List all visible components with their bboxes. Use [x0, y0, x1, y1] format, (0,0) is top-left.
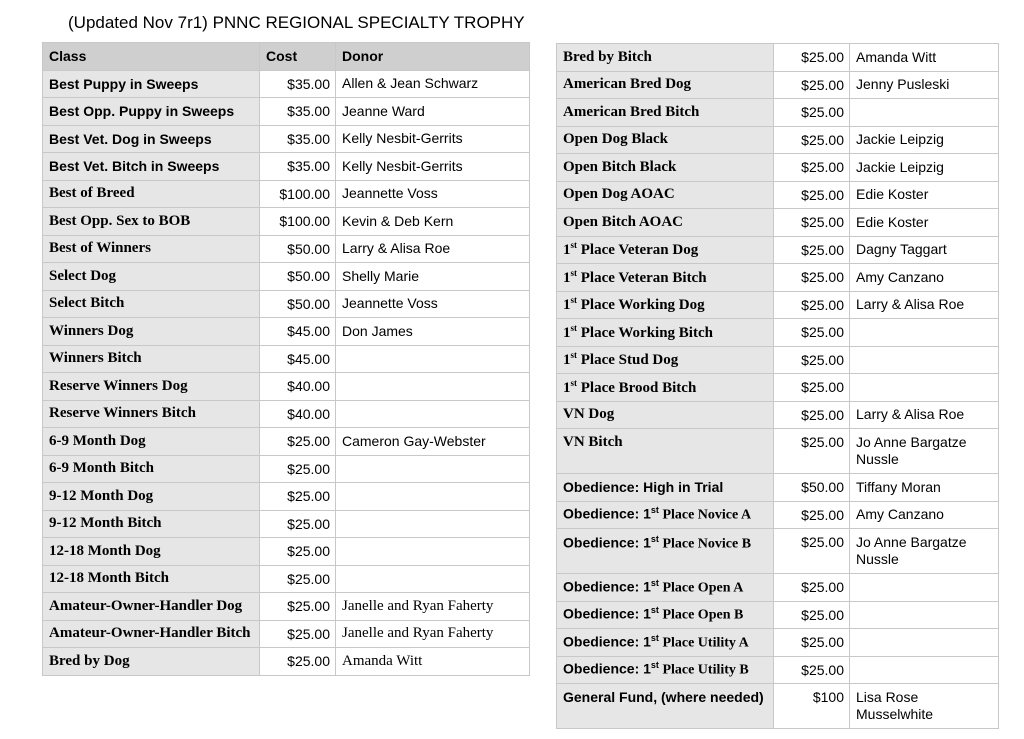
class-cell: VN Bitch: [557, 429, 774, 474]
class-cell: [557, 319, 774, 347]
table-row: [557, 529, 999, 574]
class-prefix: 1: [563, 242, 571, 259]
table-row: [43, 290, 530, 318]
donor-cell: Larry & Alisa Roe: [850, 401, 999, 429]
cost-cell: $25.00: [774, 71, 850, 99]
cost-cell: $25.00: [774, 529, 850, 574]
class-cell: Best of Breed: [43, 180, 260, 208]
cost-cell: $25.00: [774, 429, 850, 474]
class-rest: Place Veteran Dog: [577, 242, 699, 259]
class-cell: 6-9 Month Bitch: [43, 455, 260, 483]
ordinal-suffix: st: [650, 577, 659, 588]
header-row: [43, 43, 530, 71]
donor-cell: Jeannette Voss: [336, 180, 530, 208]
donor-cell: Cameron Gay-Webster: [336, 428, 530, 456]
class-prefix: Obedience: 1: [563, 661, 651, 678]
cost-cell: $25.00: [774, 656, 850, 684]
table-row: [43, 648, 530, 676]
cost-header: Cost: [260, 43, 336, 71]
donor-cell: Dagny Taggart: [850, 236, 999, 264]
donor-cell: Edie Koster: [850, 181, 999, 209]
class-cell: Open Dog Black: [557, 126, 774, 154]
class-rest: Place Open B: [658, 608, 744, 624]
class-cell: Winners Dog: [43, 318, 260, 346]
cost-cell: $25.00: [260, 483, 336, 511]
ordinal-suffix: st: [650, 505, 659, 516]
donor-cell: [336, 455, 530, 483]
donor-cell: Jo Anne Bargatze Nussle: [850, 529, 999, 574]
class-cell: 12-18 Month Bitch: [43, 565, 260, 593]
class-cell: 9-12 Month Dog: [43, 483, 260, 511]
class-cell: Bred by Dog: [43, 648, 260, 676]
cost-cell: $25.00: [260, 455, 336, 483]
ordinal-suffix: st: [570, 267, 577, 278]
class-cell: 12-18 Month Dog: [43, 538, 260, 566]
donor-cell: [336, 400, 530, 428]
table-row: [557, 429, 999, 474]
cost-cell: $25.00: [774, 629, 850, 657]
class-prefix: 1: [563, 297, 571, 314]
page-title: (Updated Nov 7r1) PNNC REGIONAL SPECIALTY TROPHY: [68, 13, 525, 32]
donor-cell: Janelle and Ryan Faherty: [336, 620, 530, 648]
class-cell: [557, 291, 774, 319]
donor-cell: [336, 565, 530, 593]
ordinal-suffix: st: [570, 350, 577, 361]
ordinal-suffix: st: [650, 534, 659, 544]
cost-cell: $25.00: [774, 264, 850, 292]
class-cell: Winners Bitch: [43, 345, 260, 373]
class-cell: Best Opp. Sex to BOB: [43, 208, 260, 236]
class-cell: Reserve Winners Dog: [43, 373, 260, 401]
donor-cell: Jeannette Voss: [336, 290, 530, 318]
donor-cell: [850, 319, 999, 347]
cost-cell: $50.00: [260, 263, 336, 291]
cost-cell: $50.00: [260, 290, 336, 318]
class-cell: American Bred Dog: [557, 71, 774, 99]
donor-cell: Lisa Rose Musselwhite: [850, 684, 999, 729]
cost-cell: $35.00: [260, 98, 336, 126]
table-row: [43, 345, 530, 373]
table-row: [557, 629, 999, 657]
donor-cell: Edie Koster: [850, 209, 999, 237]
table-row: [43, 565, 530, 593]
cost-cell: $25.00: [774, 291, 850, 319]
cost-cell: $25.00: [774, 401, 850, 429]
donor-cell: Shelly Marie: [336, 263, 530, 291]
table-row: [43, 208, 530, 236]
class-rest: Place Brood Bitch: [577, 379, 697, 396]
class-rest: Place Utility B: [658, 663, 749, 679]
table-row: [43, 70, 530, 98]
cost-cell: $25.00: [260, 428, 336, 456]
table-row: [557, 126, 999, 154]
class-prefix: Obedience: 1: [563, 633, 651, 650]
table-row: [557, 236, 999, 264]
class-rest: Place Stud Dog: [577, 352, 679, 369]
table-row: [557, 154, 999, 182]
class-cell: American Bred Bitch: [557, 99, 774, 127]
donor-cell: Jenny Pusleski: [850, 71, 999, 99]
cost-cell: $40.00: [260, 400, 336, 428]
table-row: [557, 291, 999, 319]
class-cell: 6-9 Month Dog: [43, 428, 260, 456]
class-cell: Open Dog AOAC: [557, 181, 774, 209]
donor-cell: [850, 656, 999, 684]
table-row: [43, 263, 530, 291]
class-cell: General Fund, (where needed): [557, 684, 774, 729]
class-cell: Best Puppy in Sweeps: [43, 70, 260, 98]
donor-cell: Kelly Nesbit-Gerrits: [336, 125, 530, 153]
cost-cell: $35.00: [260, 125, 336, 153]
ordinal-suffix: st: [570, 322, 577, 333]
class-cell: Amateur-Owner-Handler Dog: [43, 593, 260, 621]
cost-cell: $35.00: [260, 70, 336, 98]
table-row: [43, 593, 530, 621]
cost-cell: $25.00: [774, 319, 850, 347]
donor-cell: [850, 346, 999, 374]
cost-cell: $25.00: [774, 99, 850, 127]
cost-cell: $25.00: [774, 181, 850, 209]
donor-cell: Jackie Leipzig: [850, 126, 999, 154]
table-row: [43, 98, 530, 126]
donor-cell: Don James: [336, 318, 530, 346]
class-cell: Bred by Bitch: [557, 44, 774, 72]
donor-cell: [336, 345, 530, 373]
donor-cell: Amanda Witt: [850, 44, 999, 72]
cost-cell: $25.00: [260, 593, 336, 621]
donor-cell: Allen & Jean Schwarz: [336, 70, 530, 98]
class-rest: Place Utility A: [658, 635, 749, 651]
donor-cell: [336, 373, 530, 401]
donor-cell: Amy Canzano: [850, 501, 999, 529]
class-cell: Open Bitch AOAC: [557, 209, 774, 237]
class-cell: Select Bitch: [43, 290, 260, 318]
cost-cell: $25.00: [774, 126, 850, 154]
ordinal-suffix: st: [650, 605, 659, 616]
cost-cell: $25.00: [260, 538, 336, 566]
class-cell: [557, 574, 774, 602]
class-header: Class: [43, 43, 260, 71]
table-row: [557, 209, 999, 237]
class-prefix: Obedience: 1: [563, 578, 651, 595]
cost-cell: $40.00: [260, 373, 336, 401]
donor-cell: Jo Anne Bargatze Nussle: [850, 429, 999, 474]
table-row: [43, 373, 530, 401]
class-cell: Open Bitch Black: [557, 154, 774, 182]
class-rest: Place Novice A: [658, 508, 752, 524]
ordinal-suffix: st: [570, 240, 577, 251]
table-row: [43, 318, 530, 346]
cost-cell: $25.00: [774, 209, 850, 237]
table-row: [557, 574, 999, 602]
class-cell: Best of Winners: [43, 235, 260, 263]
donor-cell: Amy Canzano: [850, 264, 999, 292]
donor-cell: [850, 99, 999, 127]
class-prefix: 1: [563, 379, 571, 396]
cost-cell: $100.00: [260, 208, 336, 236]
donor-cell: [850, 629, 999, 657]
table-row: [557, 656, 999, 684]
donor-cell: [336, 538, 530, 566]
class-rest: Place Veteran Bitch: [577, 269, 707, 286]
ordinal-suffix: st: [650, 632, 659, 643]
cost-cell: $25.00: [774, 374, 850, 402]
class-cell: [557, 629, 774, 657]
donor-cell: [336, 483, 530, 511]
class-cell: [557, 346, 774, 374]
cost-cell: $25.00: [774, 601, 850, 629]
table-row: [557, 44, 999, 72]
donor-cell: Jackie Leipzig: [850, 154, 999, 182]
donor-cell: Kevin & Deb Kern: [336, 208, 530, 236]
table-row: [557, 264, 999, 292]
cost-cell: $50.00: [260, 235, 336, 263]
class-prefix: 1: [563, 324, 571, 341]
class-cell: Best Vet. Dog in Sweeps: [43, 125, 260, 153]
donor-cell: [336, 510, 530, 538]
class-cell: Best Opp. Puppy in Sweeps: [43, 98, 260, 126]
table-row: [557, 601, 999, 629]
table-row: [557, 501, 999, 529]
class-prefix: Obedience: 1: [563, 506, 651, 523]
class-cell: [557, 529, 774, 574]
table-row: [43, 235, 530, 263]
class-cell: Amateur-Owner-Handler Bitch: [43, 620, 260, 648]
cost-cell: $25.00: [774, 236, 850, 264]
cost-cell: $25.00: [774, 501, 850, 529]
table-row: [557, 401, 999, 429]
table-row: [43, 180, 530, 208]
donor-cell: [850, 374, 999, 402]
class-prefix: 1: [563, 352, 571, 369]
class-cell: [557, 236, 774, 264]
cost-cell: $25.00: [260, 620, 336, 648]
table-row: [557, 181, 999, 209]
cost-cell: $25.00: [774, 44, 850, 72]
class-cell: Reserve Winners Bitch: [43, 400, 260, 428]
table-row: [43, 510, 530, 538]
class-cell: [557, 656, 774, 684]
class-cell: 9-12 Month Bitch: [43, 510, 260, 538]
table-row: [557, 99, 999, 127]
cost-cell: $25.00: [260, 565, 336, 593]
ordinal-suffix: st: [650, 660, 659, 671]
class-cell: [557, 264, 774, 292]
class-cell: [557, 374, 774, 402]
table-row: [43, 400, 530, 428]
class-cell: [557, 501, 774, 529]
donor-cell: Janelle and Ryan Faherty: [336, 593, 530, 621]
table-row: [557, 374, 999, 402]
cost-cell: $45.00: [260, 345, 336, 373]
donor-cell: [850, 574, 999, 602]
cost-cell: $35.00: [260, 153, 336, 181]
class-rest: Place Open A: [658, 580, 744, 596]
cost-cell: $25.00: [260, 648, 336, 676]
table-row: [43, 483, 530, 511]
donor-cell: Larry & Alisa Roe: [850, 291, 999, 319]
table-row: [557, 346, 999, 374]
table-row: [43, 455, 530, 483]
ordinal-suffix: st: [570, 377, 577, 388]
class-prefix: Obedience: 1: [563, 534, 651, 551]
class-rest: Place Working Dog: [577, 297, 705, 314]
cost-cell: $25.00: [774, 346, 850, 374]
donor-cell: Tiffany Moran: [850, 474, 999, 502]
class-prefix: Obedience: 1: [563, 606, 651, 623]
left-trophy-table: [42, 42, 530, 676]
table-row: [43, 428, 530, 456]
cost-cell: $50.00: [774, 474, 850, 502]
ordinal-suffix: st: [570, 295, 577, 306]
table-row: [43, 620, 530, 648]
class-cell: Best Vet. Bitch in Sweeps: [43, 153, 260, 181]
cost-cell: $25.00: [774, 574, 850, 602]
class-cell: Select Dog: [43, 263, 260, 291]
table-row: [557, 684, 999, 729]
class-cell: [557, 601, 774, 629]
cost-cell: $45.00: [260, 318, 336, 346]
class-cell: VN Dog: [557, 401, 774, 429]
cost-cell: $100: [774, 684, 850, 729]
donor-cell: Jeanne Ward: [336, 98, 530, 126]
class-rest: Place Novice B: [658, 536, 752, 552]
table-row: [557, 474, 999, 502]
class-rest: Place Working Bitch: [577, 324, 713, 341]
class-cell: Obedience: High in Trial: [557, 474, 774, 502]
table-row: [43, 153, 530, 181]
donor-cell: Kelly Nesbit-Gerrits: [336, 153, 530, 181]
table-row: [43, 125, 530, 153]
donor-cell: Amanda Witt: [336, 648, 530, 676]
class-prefix: 1: [563, 269, 571, 286]
table-row: [43, 538, 530, 566]
donor-header: Donor: [336, 43, 530, 71]
cost-cell: $25.00: [260, 510, 336, 538]
donor-cell: [850, 601, 999, 629]
table-row: [557, 71, 999, 99]
table-row: [557, 319, 999, 347]
donor-cell: Larry & Alisa Roe: [336, 235, 530, 263]
right-trophy-table: [556, 43, 999, 729]
cost-cell: $25.00: [774, 154, 850, 182]
cost-cell: $100.00: [260, 180, 336, 208]
